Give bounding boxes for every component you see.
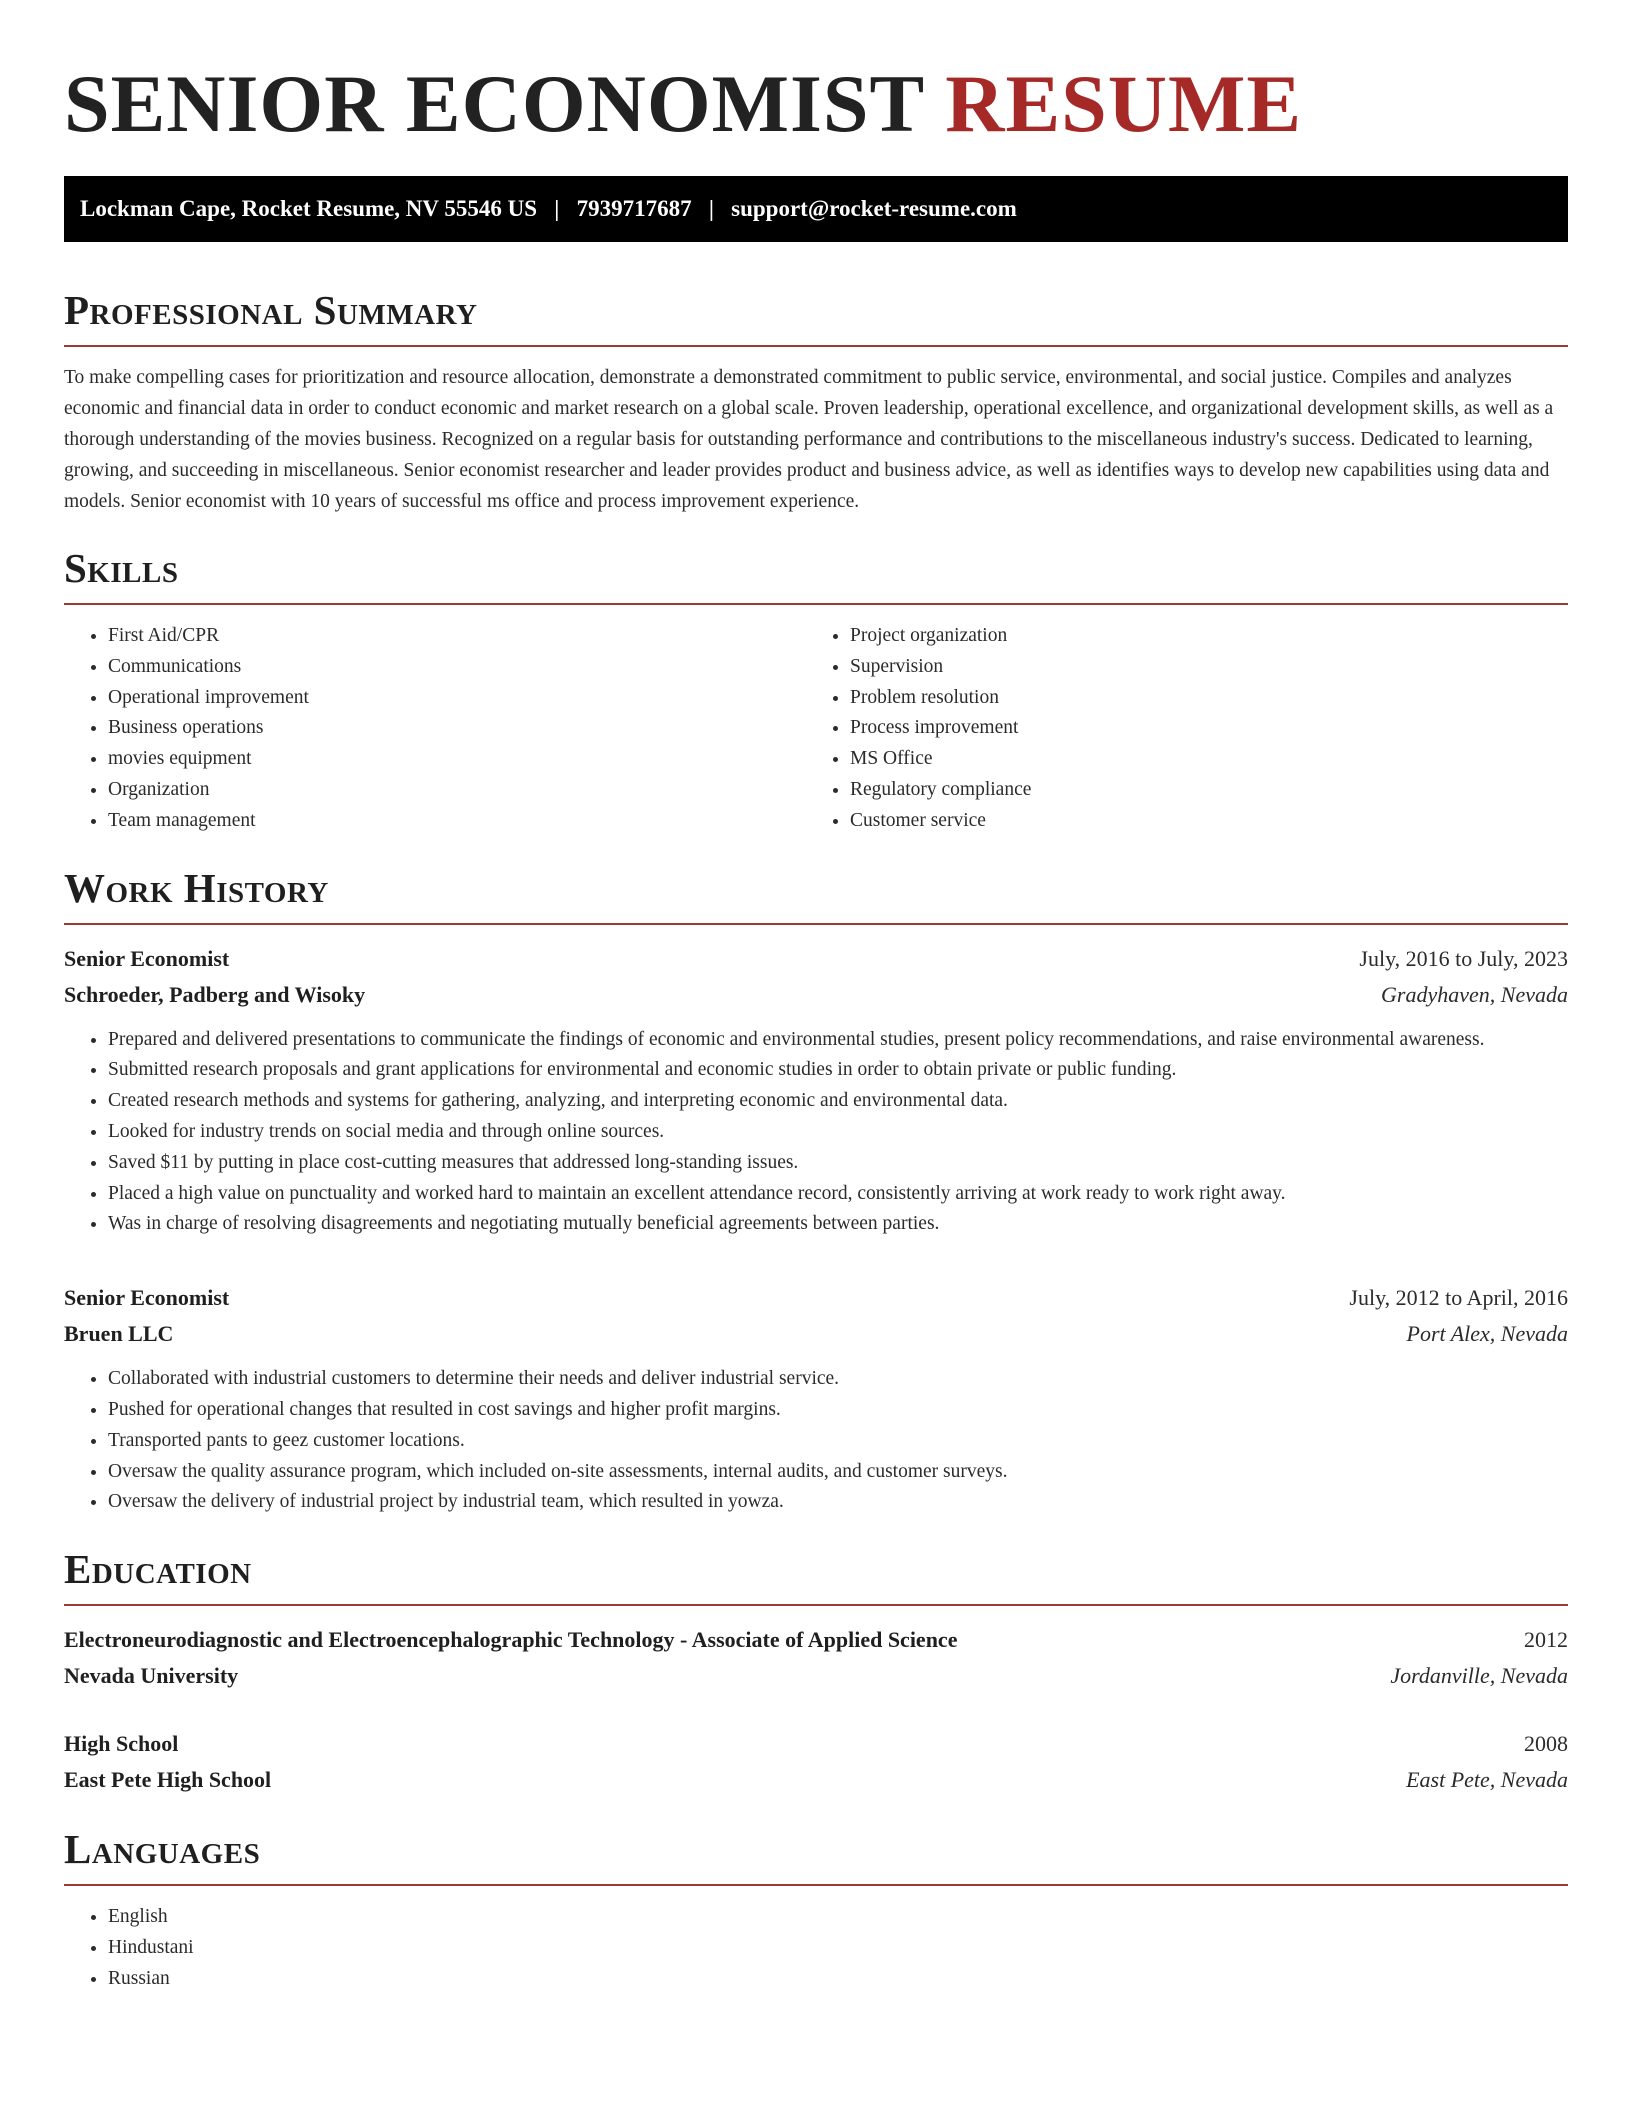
education-school: Nevada University bbox=[64, 1663, 239, 1689]
section-title-skills: Skills bbox=[64, 545, 1568, 605]
skill-item: • First Aid/CPR bbox=[108, 621, 816, 652]
education-degree: Electroneurodiagnostic and Electroencephalographic Technology - Associate of Applied Science bbox=[64, 1627, 958, 1653]
job-location: Port Alex, Nevada bbox=[1406, 1321, 1568, 1347]
education-degree-row bbox=[64, 1726, 1568, 1762]
job-header-row bbox=[64, 1280, 1568, 1316]
job-bullet: • Submitted research proposals and grant applications for environmental and economic studies in order to obtain private or public funding. bbox=[108, 1055, 1568, 1086]
job-bullet: • Was in charge of resolving disagreements and negotiating mutually beneficial agreements between parties. bbox=[108, 1209, 1568, 1240]
job-role: Senior Economist bbox=[64, 1285, 230, 1311]
language-item: • Hindustani bbox=[108, 1933, 1568, 1964]
skill-item: • Communications bbox=[108, 652, 816, 683]
job-bullet: • Saved $11 by putting in place cost-cutting measures that addressed long-standing issues. bbox=[108, 1148, 1568, 1179]
language-item: • English bbox=[108, 1902, 1568, 1933]
education-degree-row bbox=[64, 1622, 1568, 1658]
language-item: • Russian bbox=[108, 1964, 1568, 1995]
education-school-row bbox=[64, 1762, 1568, 1798]
skill-item: • Supervision bbox=[850, 652, 1568, 683]
section-title-education: Education bbox=[64, 1546, 1568, 1606]
skill-item: • Regulatory compliance bbox=[850, 775, 1568, 806]
education-entry bbox=[64, 1622, 1568, 1694]
skill-item: • movies equipment bbox=[108, 744, 816, 775]
skill-item: • Project organization bbox=[850, 621, 1568, 652]
title-accent: RESUME bbox=[945, 58, 1303, 149]
skill-item: • Organization bbox=[108, 775, 816, 806]
skills-columns bbox=[64, 621, 1568, 837]
education-year: 2012 bbox=[1524, 1627, 1568, 1653]
job-company: Bruen LLC bbox=[64, 1321, 174, 1347]
education-location: Jordanville, Nevada bbox=[1390, 1663, 1568, 1689]
job-bullets bbox=[64, 1364, 1568, 1518]
job-company: Schroeder, Padberg and Wisoky bbox=[64, 981, 366, 1007]
skill-item: • Process improvement bbox=[850, 713, 1568, 744]
skill-item: • Team management bbox=[108, 806, 816, 837]
job-bullet: • Created research methods and systems for gathering, analyzing, and interpreting economic and environmental data. bbox=[108, 1086, 1568, 1117]
skills-list-right bbox=[816, 621, 1568, 837]
languages-list bbox=[64, 1902, 1568, 1994]
section-title-summary: Professional Summary bbox=[64, 287, 1568, 347]
skill-item: • MS Office bbox=[850, 744, 1568, 775]
job-entry bbox=[64, 1280, 1568, 1518]
summary-section bbox=[64, 287, 1568, 517]
skill-item: • Operational improvement bbox=[108, 683, 816, 714]
job-entry bbox=[64, 941, 1568, 1241]
skill-item: • Customer service bbox=[850, 806, 1568, 837]
job-bullets bbox=[64, 1025, 1568, 1241]
job-location: Gradyhaven, Nevada bbox=[1381, 981, 1568, 1007]
languages-section bbox=[64, 1826, 1568, 1994]
job-bullet: • Transported pants to geez customer locations. bbox=[108, 1426, 1568, 1457]
contact-bar: Lockman Cape, Rocket Resume, NV 55546 US | 7939717687 | support@rocket-resume.com bbox=[64, 176, 1568, 242]
section-title-languages: Languages bbox=[64, 1826, 1568, 1886]
education-school: East Pete High School bbox=[64, 1767, 272, 1793]
job-bullet: • Oversaw the quality assurance program, which included on-site assessments, internal audits, and customer surveys. bbox=[108, 1457, 1568, 1488]
job-company-row bbox=[64, 1316, 1568, 1352]
job-bullet: • Pushed for operational changes that resulted in cost savings and higher profit margins. bbox=[108, 1395, 1568, 1426]
job-bullet: • Looked for industry trends on social media and through online sources. bbox=[108, 1117, 1568, 1148]
skill-item: • Business operations bbox=[108, 713, 816, 744]
skills-list-left bbox=[64, 621, 816, 837]
job-bullet: • Placed a high value on punctuality and worked hard to maintain an excellent attendance record, consistently arriving at work ready to work right away. bbox=[108, 1179, 1568, 1210]
education-section bbox=[64, 1546, 1568, 1798]
education-degree: High School bbox=[64, 1731, 179, 1757]
job-company-row bbox=[64, 977, 1568, 1013]
job-dates: July, 2012 to April, 2016 bbox=[1349, 1285, 1568, 1311]
job-dates: July, 2016 to July, 2023 bbox=[1359, 945, 1568, 971]
resume-title bbox=[64, 56, 1568, 152]
work-section bbox=[64, 865, 1568, 1519]
summary-text: To make compelling cases for prioritization and resource allocation, demonstrate a demonstrated commitment to public service, environmental, and social justice. Compiles and analyzes economic and financial data in order to conduct economic and market research on a global scale. Proven leadership, operational excellence, and organizational development skills, as well as a thorough understanding of the movies business. Recognized on a regular basis for outstanding performance and contributions to the miscellaneous industry's success. Dedicated to learning, growing, and succeeding in miscellaneous. Senior economist researcher and leader provides product and business advice, as well as identifies ways to develop new capabilities using data and models. Senior economist with 10 years of successful ms office and process improvement experience. bbox=[64, 367, 1554, 512]
job-bullet: • Collaborated with industrial customers to determine their needs and deliver industrial service. bbox=[108, 1364, 1568, 1395]
title-main: SENIOR ECONOMIST bbox=[64, 58, 924, 149]
job-bullet: • Oversaw the delivery of industrial project by industrial team, which resulted in yowza. bbox=[108, 1487, 1568, 1518]
education-year: 2008 bbox=[1524, 1731, 1568, 1757]
job-header-row bbox=[64, 941, 1568, 977]
education-location: East Pete, Nevada bbox=[1406, 1767, 1568, 1793]
skill-item: • Problem resolution bbox=[850, 683, 1568, 714]
job-role: Senior Economist bbox=[64, 945, 230, 971]
job-bullet: • Prepared and delivered presentations to communicate the findings of economic and environmental studies, present policy recommendations, and raise environmental awareness. bbox=[108, 1025, 1568, 1056]
education-school-row bbox=[64, 1658, 1568, 1694]
section-title-work: Work History bbox=[64, 865, 1568, 925]
education-entry bbox=[64, 1726, 1568, 1798]
skills-section bbox=[64, 545, 1568, 837]
